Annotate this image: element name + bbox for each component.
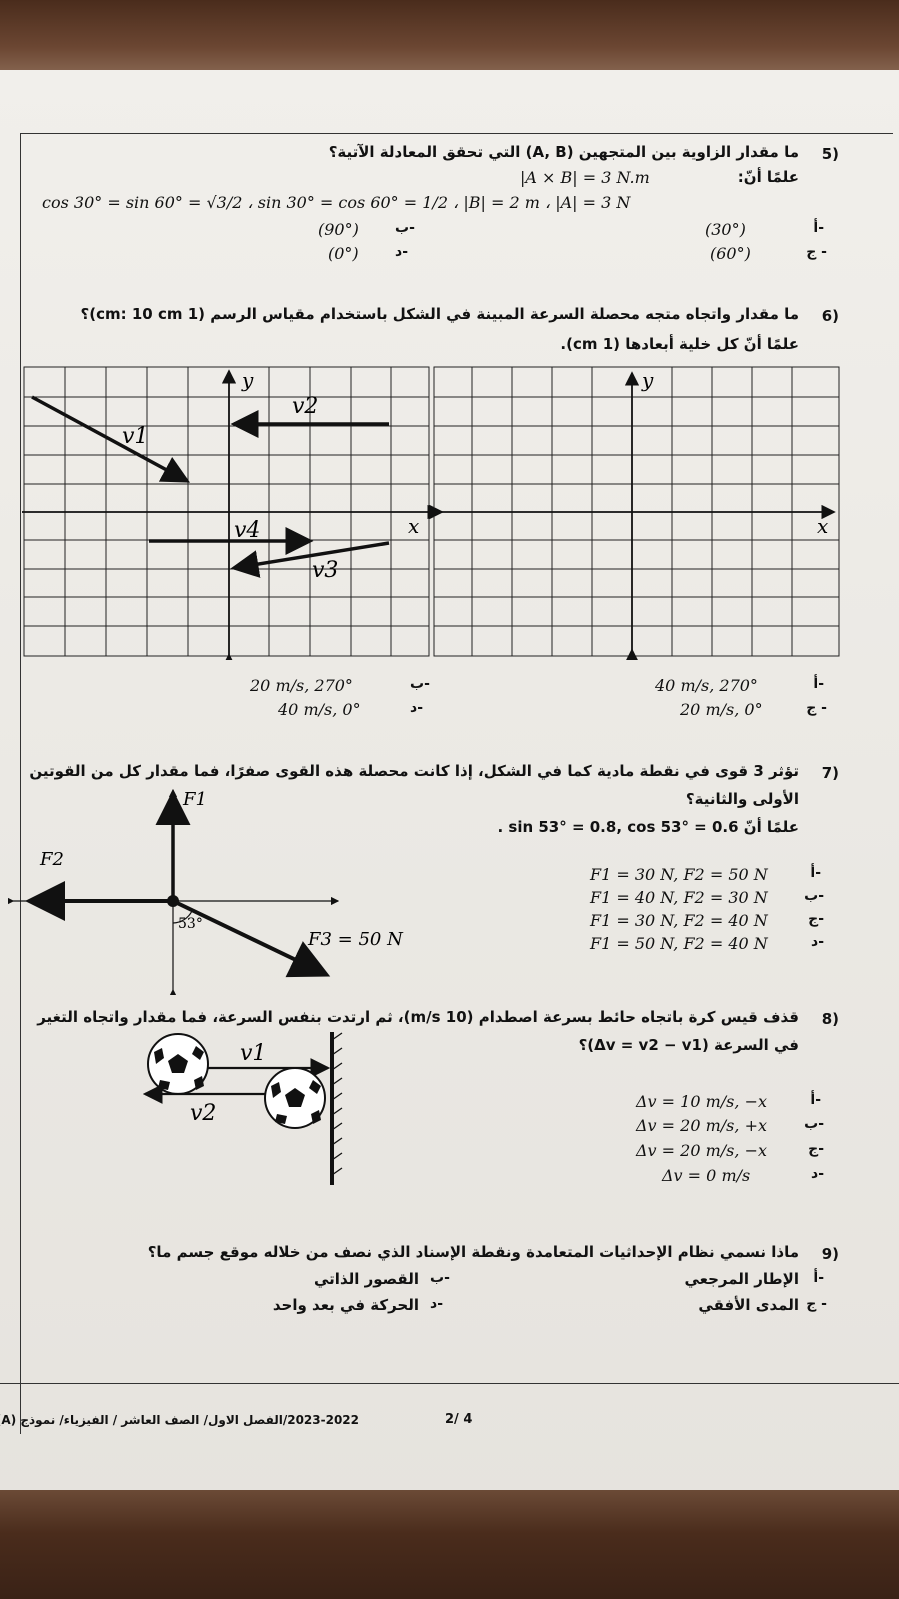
q7-given: علمًا أنّ sin 53° = 0.8, cos 53° = 0.6 . — [497, 818, 799, 836]
q6-option-b-value[interactable]: 20 m/s, 270° — [250, 676, 353, 695]
left-axes — [22, 371, 442, 655]
vector-v1-arrow — [32, 397, 187, 481]
soccer-ball-left — [148, 1034, 208, 1094]
q5-option-c-value[interactable]: (60°) — [710, 244, 751, 263]
q5-number: 5) — [821, 145, 839, 163]
q9-option-c-letter: ج - — [806, 1296, 827, 1312]
q5-option-a-value[interactable]: (30°) — [705, 220, 746, 239]
q6-option-a-letter: أ- — [813, 676, 824, 692]
right-axis-y-label: y — [642, 368, 654, 392]
q9-option-b-value[interactable]: القصور الذاتي — [314, 1270, 419, 1288]
q8-question: قذف قيس كرة باتجاه حائط بسرعة اصطدام (10 m/s)، ثم ارتدت بنفس السرعة، فما مقدار واتجاه التغير — [37, 1008, 799, 1026]
q9-number: 9) — [821, 1245, 839, 1263]
q5-option-b-letter: ب- — [395, 220, 415, 236]
force-f3-label: F3 = 50 N — [308, 929, 403, 950]
vector-v1-label: v1 — [122, 424, 149, 449]
q8-option-d-letter: د- — [811, 1166, 824, 1182]
q6-question: ما مقدار واتجاه متجه محصلة السرعة المبينة في الشكل باستخدام مقياس الرسم (1 cm: 10 cm)؟ — [80, 305, 799, 323]
q6-option-a-value[interactable]: 40 m/s, 270° — [655, 676, 758, 695]
q7-option-a-value[interactable]: F1 = 30 N, F2 = 50 N — [590, 865, 768, 884]
q8-number: 8) — [821, 1010, 839, 1028]
question-frame — [20, 133, 893, 1434]
footer-divider — [0, 1383, 899, 1384]
q7-option-b-letter: ب- — [804, 888, 824, 904]
force-origin-point — [167, 895, 179, 907]
ball-wall-figure — [140, 1030, 380, 1190]
q6-option-d-letter: د- — [410, 700, 423, 716]
q5-option-b-value[interactable]: (90°) — [318, 220, 359, 239]
q7-option-d-letter: د- — [811, 934, 824, 950]
velocity-grids-figure — [22, 365, 842, 660]
q8-option-a-value[interactable]: Δv = 10 m/s, −x — [636, 1092, 767, 1111]
q9-option-b-letter: ب- — [430, 1270, 450, 1286]
q8-option-a-letter: أ- — [810, 1092, 821, 1108]
vector-v4-label: v4 — [234, 518, 261, 543]
wood-background-top — [0, 0, 899, 78]
q7-option-c-letter: ج- — [808, 911, 824, 927]
q6-option-b-letter: ب- — [410, 676, 430, 692]
q5-given-prefix: علمًا أنّ: — [737, 168, 799, 186]
q6-note: علمًا أنّ كل خلية أبعادها (1 cm). — [560, 335, 799, 353]
q6-option-d-value[interactable]: 40 m/s, 0° — [278, 700, 361, 719]
q9-option-c-value[interactable]: المدى الأفقي — [698, 1296, 799, 1314]
q5-given-values: cos 30° = sin 60° = √3/2 ، sin 30° = cos 60° = 1/2 ، |B| = 2 m ، |A| = 3 N — [42, 193, 631, 212]
force-f1-label: F1 — [183, 789, 207, 810]
wood-background-bottom — [0, 1490, 899, 1599]
q8-option-d-value[interactable]: Δv = 0 m/s — [662, 1166, 751, 1185]
soccer-ball-right — [265, 1068, 325, 1128]
force-f3-arrow — [173, 901, 323, 973]
q6-number: 6) — [821, 307, 839, 325]
q7-number: 7) — [821, 764, 839, 782]
force-diagram — [8, 785, 438, 995]
q8-option-c-value[interactable]: Δv = 20 m/s, −x — [636, 1141, 767, 1160]
q5-question: ما مقدار الزاوية بين المتجهين (A, B) التي تحقق المعادلة الآتية؟ — [328, 143, 799, 161]
q7-option-b-value[interactable]: F1 = 40 N, F2 = 30 N — [590, 888, 768, 907]
q9-option-a-letter: أ- — [813, 1270, 824, 1286]
left-axis-y-label: y — [242, 368, 254, 392]
vector-v2-label: v2 — [292, 394, 319, 419]
force-f2-label: F2 — [40, 849, 64, 870]
q5-option-d-value[interactable]: (0°) — [328, 244, 359, 263]
q9-option-a-value[interactable]: الإطار المرجعي — [684, 1270, 799, 1288]
q8-option-b-letter: ب- — [804, 1116, 824, 1132]
velocity-v1-label: v1 — [240, 1041, 267, 1066]
q9-option-d-letter: د- — [430, 1296, 443, 1312]
q8-option-b-value[interactable]: Δv = 20 m/s, +x — [636, 1116, 767, 1135]
q7-option-d-value[interactable]: F1 = 50 N, F2 = 40 N — [590, 934, 768, 953]
q5-option-a-letter: أ- — [813, 220, 824, 236]
velocity-v2-label: v2 — [190, 1101, 217, 1126]
right-axis-x-label: x — [817, 514, 829, 538]
q7-option-a-letter: أ- — [810, 865, 821, 881]
q5-given-cross: |A × B| = 3 N.m — [520, 168, 650, 187]
angle-53-label: 53° — [178, 916, 203, 932]
q7-question-line2: الأولى والثانية؟ — [685, 790, 799, 808]
right-axes — [440, 373, 834, 650]
vector-v3-label: v3 — [312, 558, 339, 583]
q6-option-c-letter: ج - — [806, 700, 827, 716]
q7-question: تؤثر 3 قوى في نقطة مادية كما في الشكل، إذا كانت محصلة هذه القوى صفرًا، فما مقدار كل من القوتين — [29, 762, 799, 780]
q5-option-d-letter: د- — [395, 244, 408, 260]
left-axis-x-label: x — [408, 514, 420, 538]
q7-option-c-value[interactable]: F1 = 30 N, F2 = 40 N — [590, 911, 768, 930]
q8-option-c-letter: ج- — [808, 1141, 824, 1157]
q6-option-c-value[interactable]: 20 m/s, 0° — [680, 700, 763, 719]
q5-option-c-letter: ج - — [806, 244, 827, 260]
footer-info: 2023-2022/الفصل الاول/ الصف العاشر / الفيزياء/ نموذج (A — [1, 1413, 359, 1427]
q9-question: ماذا نسمي نظام الإحداثيات المتعامدة ونقطة الإسناد الذي نصف من خلاله موقع جسم ما؟ — [147, 1243, 799, 1261]
q9-option-d-value[interactable]: الحركة في بعد واحد — [272, 1296, 419, 1314]
q8-question-line2: في السرعة (Δv = v2 − v1)؟ — [578, 1036, 799, 1054]
footer-page-number: 2/ 4 — [445, 1412, 473, 1427]
